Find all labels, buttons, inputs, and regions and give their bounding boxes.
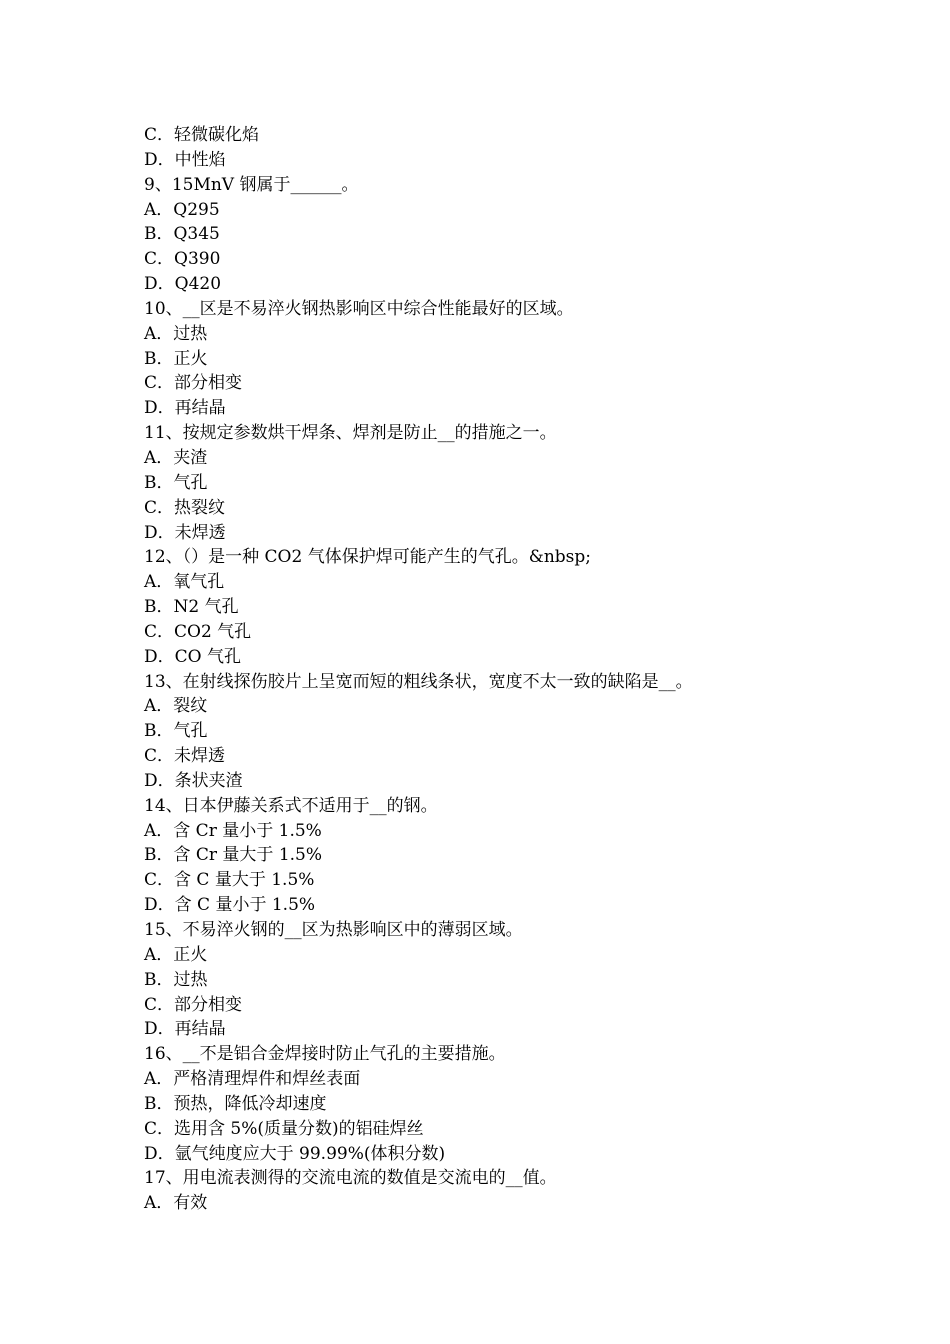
- option-a: A．Q295: [144, 199, 220, 220]
- option-a: A．夹渣: [144, 447, 208, 468]
- question-10: 10、__区是不易淬火钢热影响区中综合性能最好的区域。: [144, 298, 574, 319]
- option-a: A．严格清理焊件和焊丝表面: [144, 1069, 361, 1090]
- option-c: C．Q390: [144, 249, 221, 270]
- question-text-block: [144, 123, 844, 1216]
- option-c: C．含 C 量大于 1.5%: [144, 870, 315, 891]
- question-16: 16、__不是铝合金焊接时防止气孔的主要措施。: [144, 1044, 506, 1065]
- option-d: D．未焊透: [144, 522, 226, 543]
- question-15: 15、不易淬火钢的__区为热影响区中的薄弱区域。: [144, 920, 523, 940]
- option-b: B．N2 气孔: [144, 597, 239, 618]
- option-c: C．轻微碳化焰: [144, 125, 260, 145]
- option-b: B．气孔: [144, 721, 208, 742]
- question-12: 12、（）是一种 CO2 气体保护焊可能产生的气孔。&nbsp;: [144, 547, 591, 568]
- option-a: A．有效: [144, 1193, 208, 1214]
- option-b: B．过热: [144, 969, 208, 990]
- option-d: D．再结晶: [144, 398, 226, 419]
- option-a: A．正火: [144, 944, 208, 965]
- option-b: B．含 Cr 量大于 1.5%: [144, 845, 323, 866]
- option-d: D．Q420: [144, 274, 222, 295]
- option-a: A．过热: [144, 323, 208, 344]
- option-c: C．未焊透: [144, 746, 226, 767]
- option-d: D．含 C 量小于 1.5%: [144, 895, 316, 916]
- option-c: C．部分相变: [144, 373, 243, 394]
- question-17: 17、用电流表测得的交流电流的数值是交流电的__值。: [144, 1168, 557, 1189]
- option-c: C．选用含 5%(质量分数)的铝硅焊丝: [144, 1118, 424, 1139]
- option-a: A．含 Cr 量小于 1.5%: [144, 820, 322, 841]
- question-9: 9、15MnV 钢属于______。: [144, 174, 359, 195]
- option-c: C．热裂纹: [144, 497, 226, 518]
- option-c: C．CO2 气孔: [144, 621, 252, 642]
- option-d: D．中性焰: [144, 149, 226, 170]
- option-d: D．再结晶: [144, 1019, 226, 1040]
- option-d: D．条状夹渣: [144, 770, 243, 791]
- option-a: A．裂纹: [144, 696, 208, 717]
- option-d: D．氩气纯度应大于 99.99%(体积分数): [144, 1143, 446, 1164]
- option-a: A．氧气孔: [144, 572, 225, 593]
- option-b: B．气孔: [144, 472, 208, 493]
- question-14: 14、日本伊藤关系式不适用于__的钢。: [144, 795, 438, 816]
- question-13: 13、在射线探伤胶片上呈宽而短的粗线条状，宽度不太一致的缺陷是__。: [144, 671, 693, 692]
- option-c: C．部分相变: [144, 994, 243, 1015]
- option-b: B．预热，降低冷却速度: [144, 1093, 327, 1114]
- option-d: D．CO 气孔: [144, 646, 241, 667]
- option-b: B．正火: [144, 348, 208, 369]
- question-11: 11、按规定参数烘干焊条、焊剂是防止__的措施之一。: [144, 423, 557, 444]
- option-b: B．Q345: [144, 224, 220, 245]
